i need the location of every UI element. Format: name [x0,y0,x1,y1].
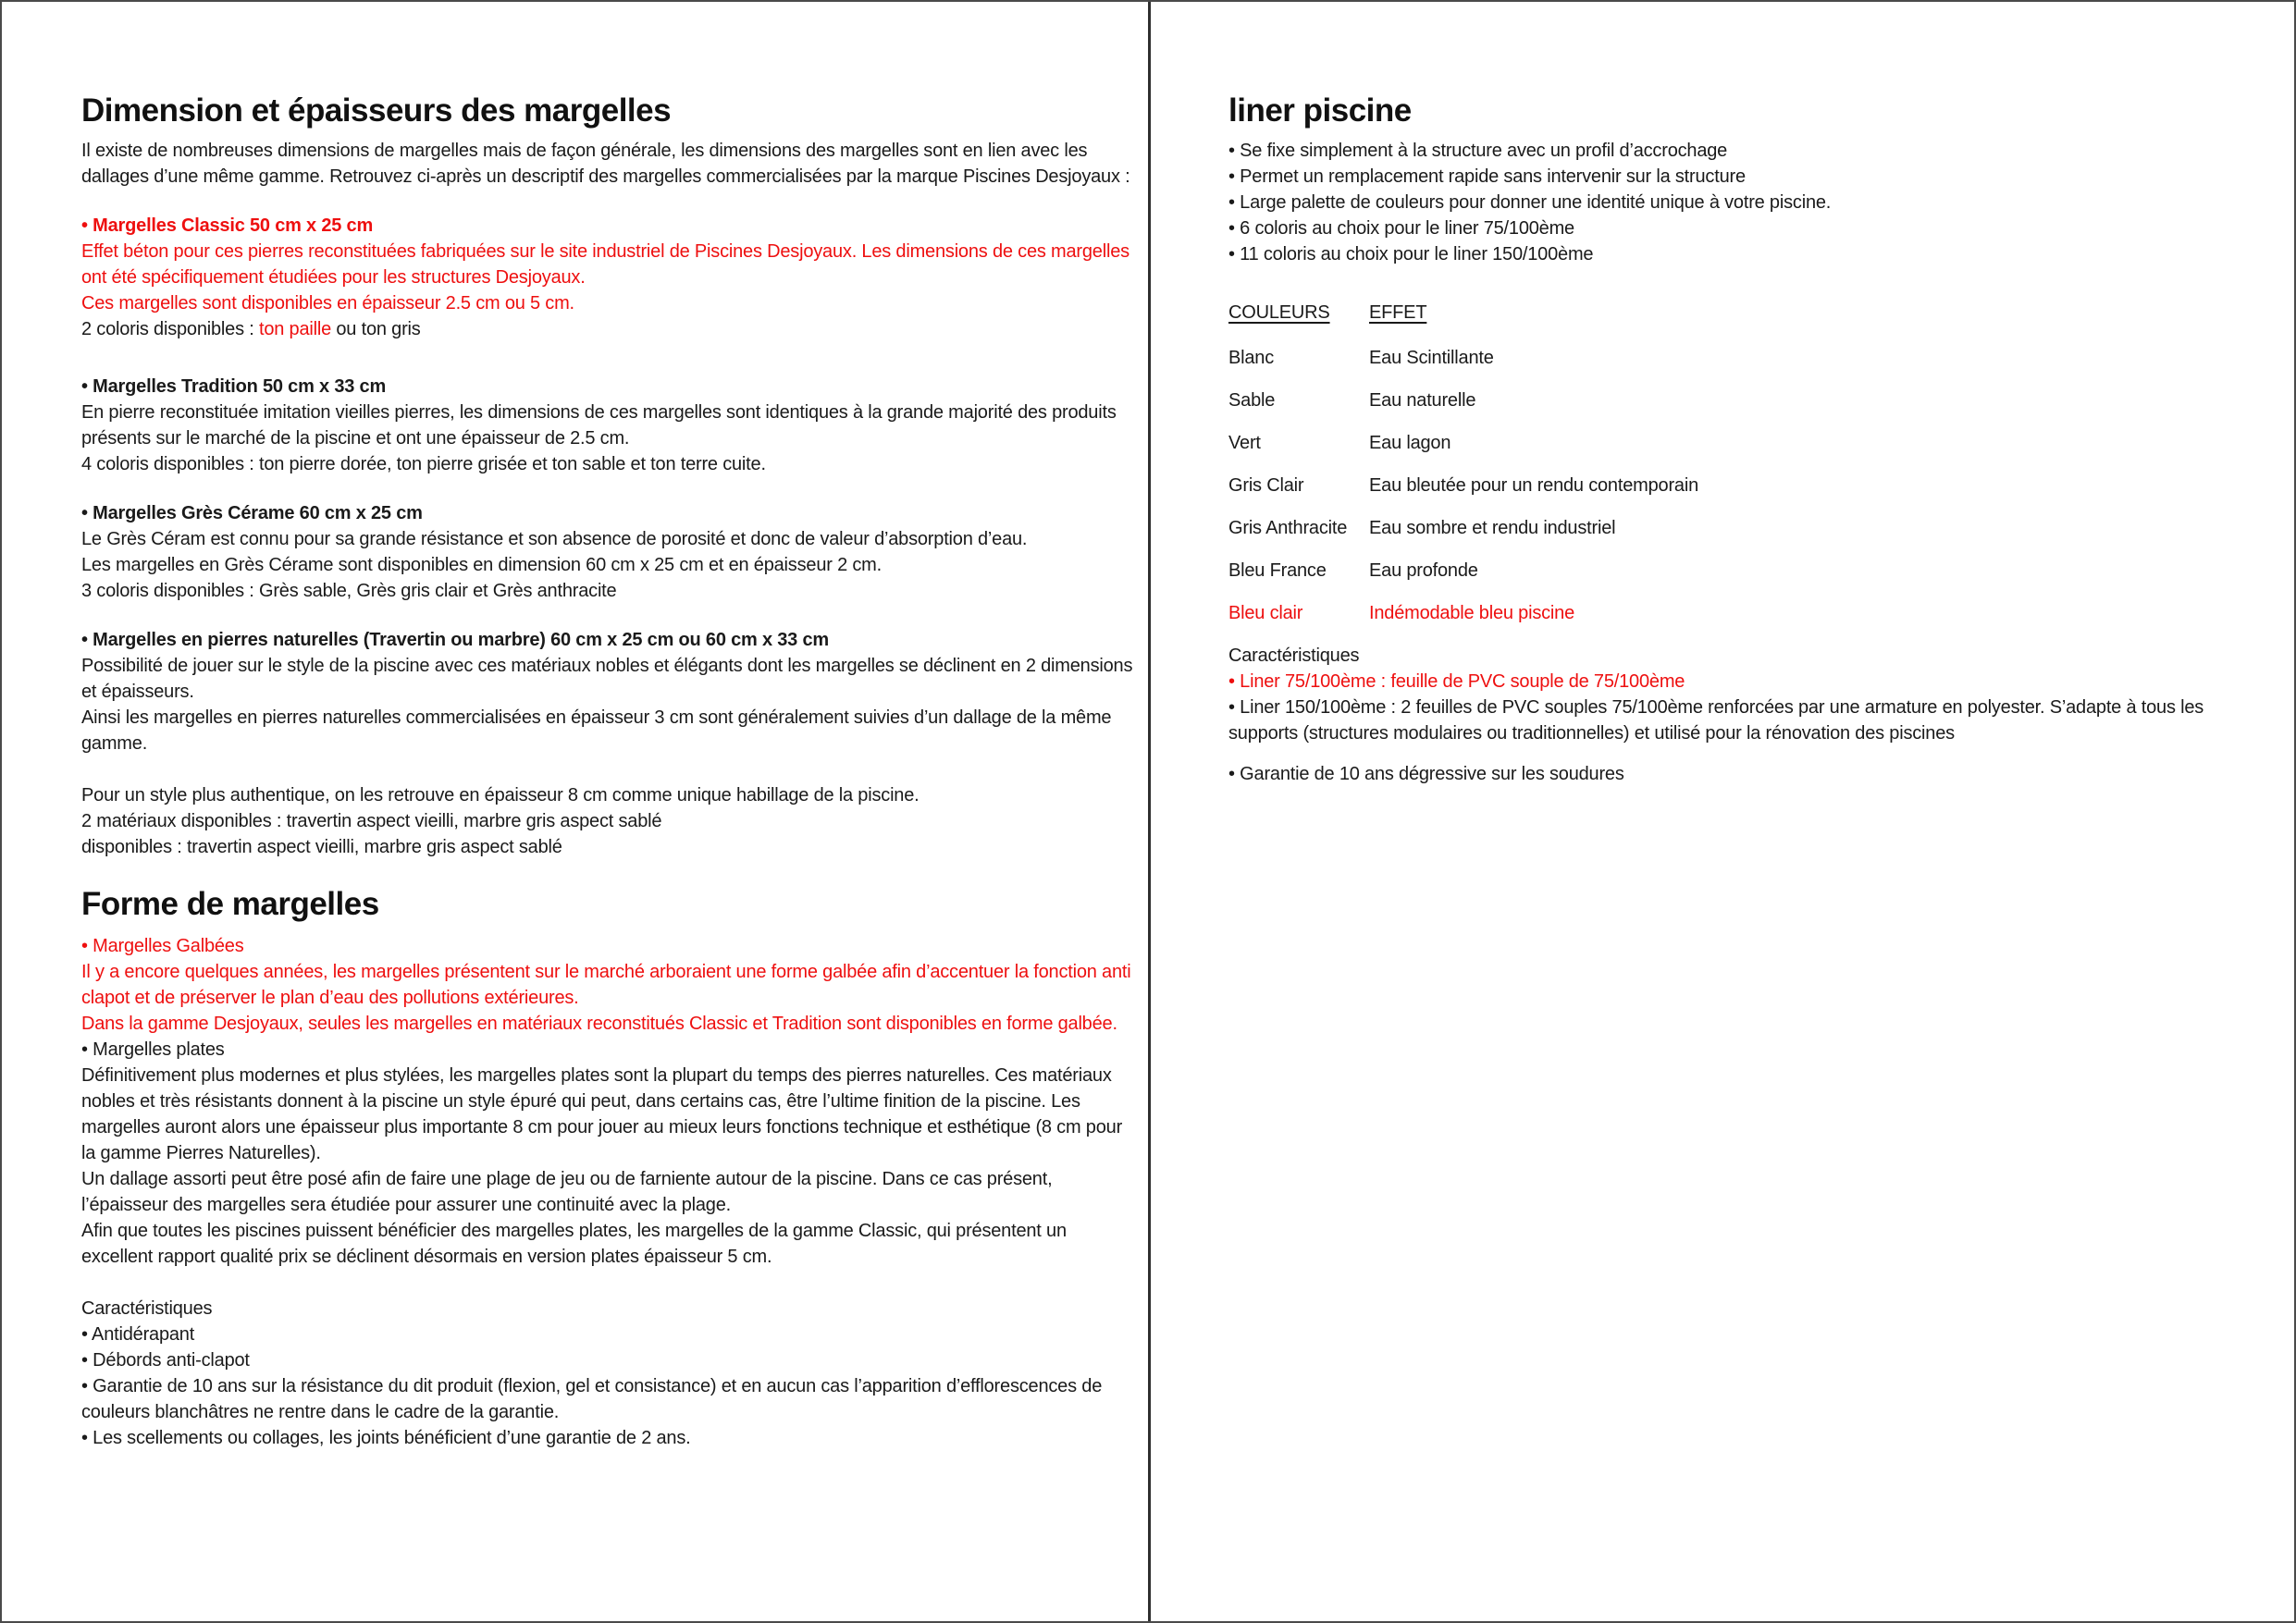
section-title-liner: liner piscine [1228,92,1412,129]
left-caracteristique-item: • Garantie de 10 ans sur la résistance du dit produit (flexion, gel et consistance) et en aucun cas l’apparition d’efflorescences de couleurs blanchâtres ne rentre dans le cadre de la garantie. [81,1376,1103,1422]
table-cell-effect: Eau Scintillante [1369,348,1494,368]
table-cell-effect: Indémodable bleu piscine [1369,603,1575,623]
table-row [1228,473,2260,498]
liner-bullet-item: • Se fixe simplement à la structure avec un profil d’accrochage [1228,141,1728,161]
naturelles-body-3: Pour un style plus authentique, on les retrouve en épaisseur 8 cm comme unique habillage de la piscine. [81,785,920,805]
galbees-body-2: Dans la gamme Desjoyaux, seules les margelles en matériaux reconstitués Classic et Tradition sont disponibles en forme galbée. [81,1014,1117,1034]
tradition-body-1: En pierre reconstituée imitation vieilles pierres, les dimensions de ces margelles sont identiques à la grande majorité des produits présents sur le marché de la piscine et ont une épaisseur de 2.5 cm. [81,402,1117,449]
table-row [1228,345,2260,371]
colors-table-header-effet: EFFET [1369,302,1427,323]
table-cell-color: Gris Clair [1228,475,1304,496]
right-page [1228,90,2260,787]
table-cell-color: Bleu clair [1228,603,1303,623]
classic-body-2: Ces margelles sont disponibles en épaisseur 2.5 cm ou 5 cm. [81,293,574,314]
galbees-heading: • Margelles Galbées [81,936,244,956]
table-cell-effect: Eau sombre et rendu industriel [1369,518,1616,538]
liner-bullet-item: • 6 coloris au choix pour le liner 75/100ème [1228,218,1574,239]
classic-coloris-red: ton paille [258,319,332,339]
gres-body-1: Le Grès Céram est connu pour sa grande résistance et son absence de porosité et donc de valeur d’absorption d’eau. [81,529,1028,549]
gres-heading: • Margelles Grès Cérame 60 cm x 25 cm [81,503,423,523]
table-cell-color: Sable [1228,390,1276,411]
plates-body-3: Afin que toutes les piscines puissent bénéficier des margelles plates, les margelles de la gamme Classic, qui présentent un excellent rapport qualité prix se déclinent désormais en version plates épaisseur 5 cm. [81,1221,1067,1267]
naturelles-body-1: Possibilité de jouer sur le style de la piscine avec ces matériaux nobles et élégants dont les margelles se déclinent en 2 dimensions et épaisseurs. [81,656,1133,702]
naturelles-body-5: disponibles : travertin aspect vieilli, marbre gris aspect sablé [81,837,562,857]
plates-body-2: Un dallage assorti peut être posé afin de faire une plage de jeu ou de farniente autour de la piscine. Dans ce cas présent, l’épaisseur des margelles sera étudiée pour assurer une continuité avec la plage. [81,1169,1053,1215]
classic-heading: • Margelles Classic 50 cm x 25 cm [81,215,374,236]
table-cell-effect: Eau naturelle [1369,390,1476,411]
table-cell-effect: Eau profonde [1369,560,1478,581]
tradition-body-2: 4 coloris disponibles : ton pierre dorée, ton pierre grisée et ton sable et ton terre cuite. [81,454,766,474]
naturelles-body-4: 2 matériaux disponibles : travertin aspect vieilli, marbre gris aspect sablé [81,811,662,831]
table-row [1228,558,2260,584]
liner-bullet-item: • 11 coloris au choix pour le liner 150/100ème [1228,244,1594,264]
section-title-dimensions: Dimension et épaisseurs des margelles [81,92,672,129]
colors-table-header [1228,300,2260,326]
left-caracteristique-item: • Les scellements ou collages, les joints bénéficient d’une garantie de 2 ans. [81,1428,691,1448]
classic-coloris-prefix: 2 coloris disponibles : [81,319,259,339]
naturelles-body-2: Ainsi les margelles en pierres naturelles commercialisées en épaisseur 3 cm sont généralement suivies d’un dallage de la même gamme. [81,707,1112,754]
gres-body-3: 3 coloris disponibles : Grès sable, Grès gris clair et Grès anthracite [81,581,617,601]
plates-body-1: Définitivement plus modernes et plus stylées, les margelles plates sont la plupart du temps des pierres naturelles. Ces matériaux nobles et très résistants donnent à la piscine un style épuré qui peut, dans certains cas, être l’ultime finition de la piscine. Les margelles auront alors une épaisseur plus importante 8 cm pour jouer au mieux leurs fonctions technique et esthétique (8 cm pour la gamme Pierres Naturelles). [81,1065,1123,1163]
left-caracteristique-item: • Débords anti-clapot [81,1350,250,1371]
table-row [1228,515,2260,541]
table-cell-effect: Eau bleutée pour un rendu contemporain [1369,475,1698,496]
classic-body-1: Effet béton pour ces pierres reconstituées fabriquées sur le site industriel de Piscines Desjoyaux. Les dimensions de ces margelles ont été spécifiquement étudiées pour les structures Desjoyaux. [81,241,1129,288]
table-cell-effect: Eau lagon [1369,433,1451,453]
plates-heading: • Margelles plates [81,1039,225,1060]
page-divider [1148,2,1151,1621]
classic-coloris-line [81,316,1141,342]
left-caracteristique-item: • Antidérapant [81,1324,195,1345]
colors-table [1228,300,2260,626]
left-page [81,90,1141,1451]
table-cell-color: Bleu France [1228,560,1327,581]
left-caracteristiques-heading: Caractéristiques [81,1298,213,1319]
liner-75-line: • Liner 75/100ème : feuille de PVC souple de 75/100ème [1228,671,1685,692]
table-row [1228,600,2260,626]
garantie-line: • Garantie de 10 ans dégressive sur les soudures [1228,764,1624,784]
liner-bullet-item: • Permet un remplacement rapide sans intervenir sur la structure [1228,166,1746,187]
galbees-body-1: Il y a encore quelques années, les margelles présentent sur le marché arboraient une forme galbée afin d’accentuer la fonction anti clapot et de préserver le plan d’eau des pollutions extérieures. [81,962,1131,1008]
table-row [1228,430,2260,456]
table-row [1228,387,2260,413]
naturelles-heading: • Margelles en pierres naturelles (Travertin ou marbre) 60 cm x 25 cm ou 60 cm x 33 cm [81,630,829,650]
right-caracteristiques-heading: Caractéristiques [1228,646,1360,666]
intro-paragraph: Il existe de nombreuses dimensions de margelles mais de façon générale, les dimensions des margelles sont en lien avec les dallages d’une même gamme. Retrouvez ci-après un descriptif des margelles commercialisées par la marque Piscines Desjoyaux : [81,141,1130,187]
gres-body-2: Les margelles en Grès Cérame sont disponibles en dimension 60 cm x 25 cm et en épaisseur 2 cm. [81,555,882,575]
classic-coloris-suffix: ou ton gris [331,319,421,339]
table-cell-color: Gris Anthracite [1228,518,1348,538]
table-cell-color: Vert [1228,433,1261,453]
section-title-forme: Forme de margelles [81,886,379,922]
tradition-heading: • Margelles Tradition 50 cm x 33 cm [81,376,387,397]
liner-bullet-item: • Large palette de couleurs pour donner une identité unique à votre piscine. [1228,192,1832,213]
colors-table-header-couleurs: COULEURS [1228,302,1330,323]
table-cell-color: Blanc [1228,348,1275,368]
liner-150-line: • Liner 150/100ème : 2 feuilles de PVC souples 75/100ème renforcées par une armature en polyester. S’adapte à tous les supports (structures modulaires ou traditionnelles) et utilisé pour la rénovation des piscines [1228,697,2204,744]
